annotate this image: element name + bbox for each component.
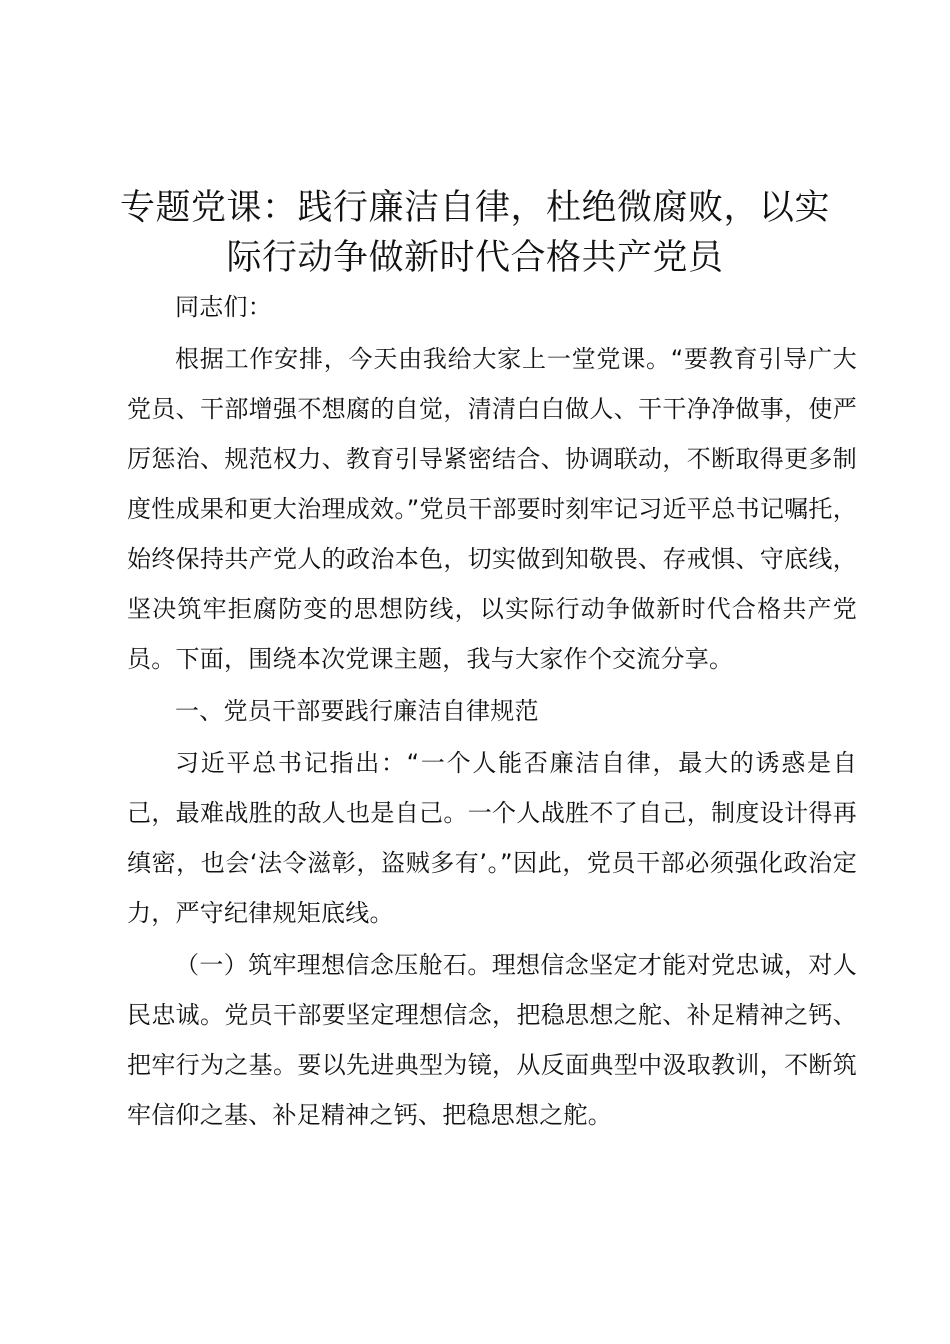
title-line-1: 专题党课：践行廉洁自律，杜绝微腐败，以实 <box>119 188 830 228</box>
paragraph-intro: 根据工作安排，今天由我给大家上一堂党课。“要教育引导广大党员、干部增强不想腐的自觉，清清白白做人、干干净净做事，使严厉惩治、规范权力、教育引导紧密结合、协调联动，不断取得更多制度性成果和更大治理成效。”党员干部要时刻牢记习近平总书记嘱托，始终保持共产党人的政治本色，切实做到知敬畏、存戒惧、守底线，坚决筑牢拒腐防变的思想防线，以实际行动争做新时代合格共产党员。下面，围绕本次党课主题，我与大家作个交流分享。 <box>127 345 857 673</box>
paragraph-quote: 习近平总书记指出：“一个人能否廉洁自律，最大的诱惑是自己，最难战胜的敌人也是自己。一个人战胜不了自己，制度设计得再缜密，也会‘法令滋彰，盗贼多有’。”因此，党员干部必须强化政治定力，严守纪律规矩底线。 <box>127 749 857 927</box>
salutation: 同志们： <box>175 293 272 321</box>
document-body <box>127 282 857 1140</box>
title-line-2: 际行动争做新时代合格共产党员 <box>226 238 724 278</box>
paragraph-subsection-1: （一）筑牢理想信念压舱石。理想信念坚定才能对党忠诚，对人民忠诚。党员干部要坚定理想信念，把稳思想之舵、补足精神之钙、把牢行为之基。要以先进典型为镜，从反面典型中汲取教训，不断筑牢信仰之基、补足精神之钙、把稳思想之舵。 <box>127 951 857 1129</box>
section-heading-1: 一、党员干部要践行廉洁自律规范 <box>175 697 539 725</box>
document-title <box>100 183 850 283</box>
